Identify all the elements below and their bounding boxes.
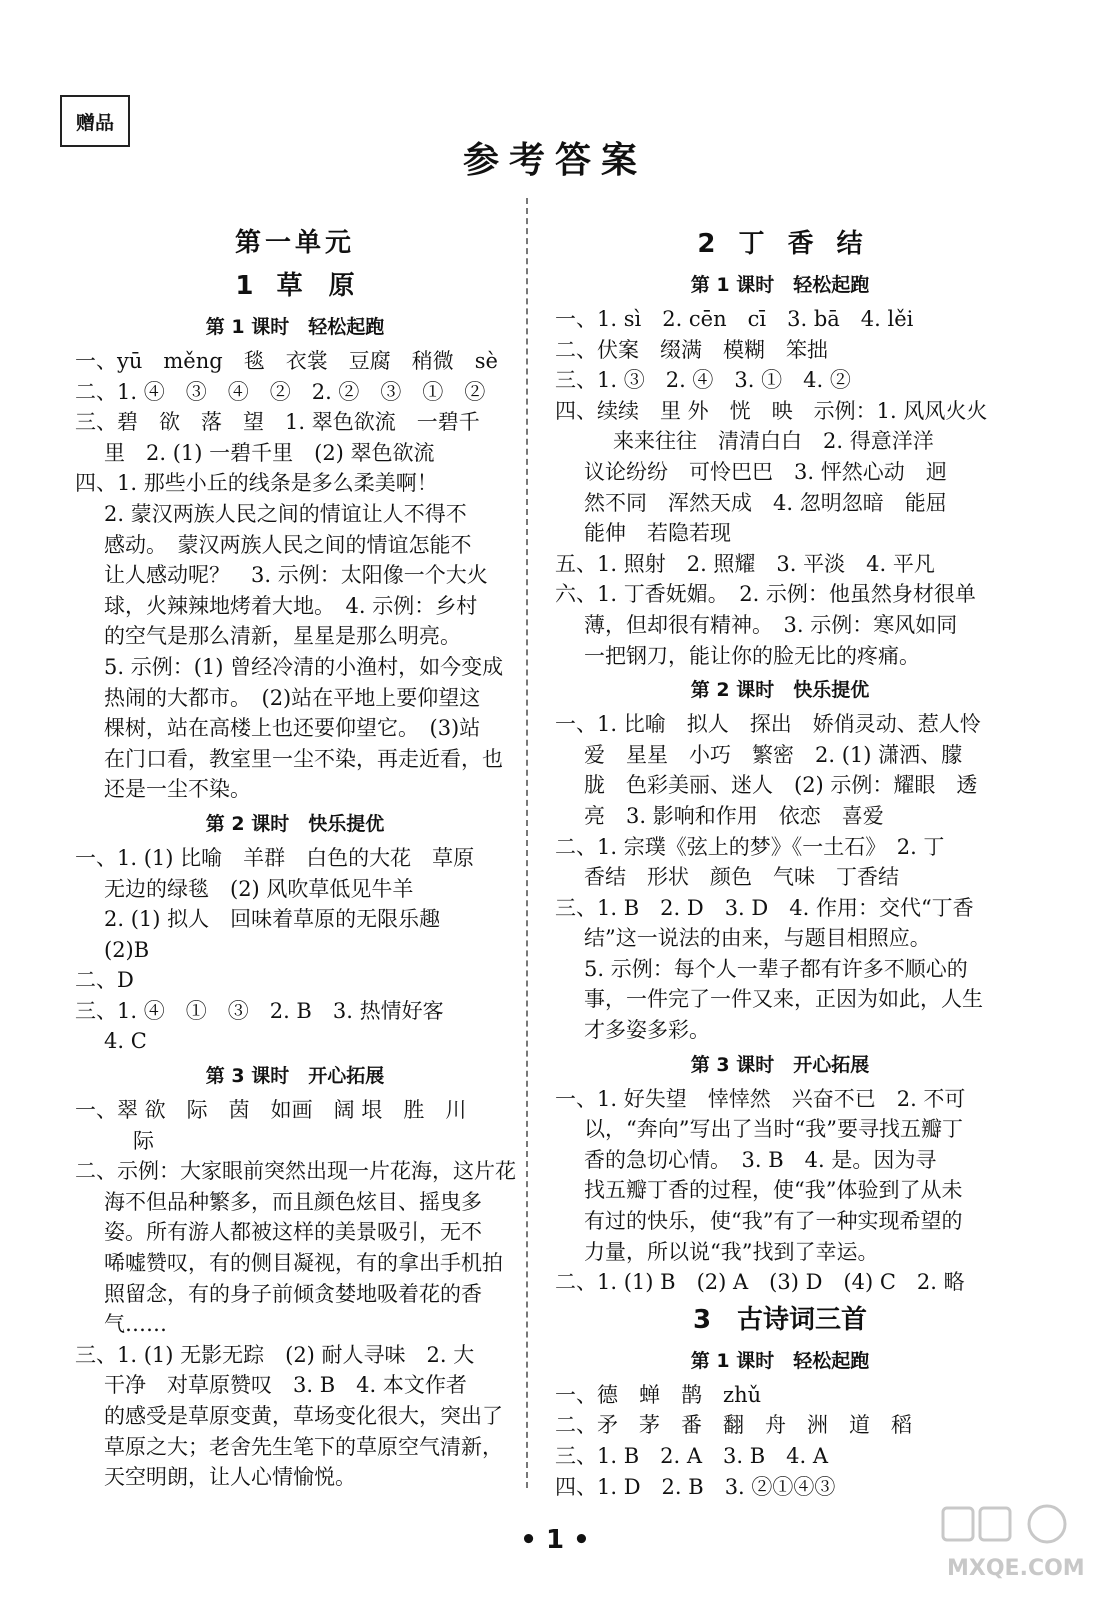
answer-line: 海不但品种繁多，而且颜色炫目、摇曳多	[104, 1189, 482, 1214]
lesson-heading: 1 草 原	[235, 271, 355, 301]
answer-line: 一、1. 好失望 悻悻然 兴奋不已 2. 不可	[555, 1086, 966, 1111]
answer-line: 4. C	[104, 1029, 147, 1054]
watermark-logo	[935, 1500, 1085, 1590]
answer-line: 三、1. B 2. D 3. D 4. 作用：交代“丁香	[555, 895, 974, 920]
unit-heading: 第一单元	[234, 228, 355, 258]
answer-line: 二、1. ④ ③ ④ ② 2. ② ③ ① ②	[75, 379, 486, 404]
period-heading: 第 1 课时 轻松起跑	[690, 274, 870, 296]
answer-line: 三、1. ④ ① ③ 2. B 3. 热情好客	[75, 998, 444, 1023]
period-heading: 第 2 课时 快乐提优	[690, 679, 870, 702]
page-title: 参考答案	[462, 140, 647, 181]
answer-line: 四、1. D 2. B 3. ②①④③	[555, 1474, 836, 1499]
answer-line: 结”这一说法的由来，与题目相照应。	[584, 926, 931, 951]
answer-line: 找五瓣丁香的过程，使“我”体验到了从未	[584, 1178, 963, 1203]
answer-line: 气……	[104, 1312, 167, 1337]
answer-line: 议论纷纷 可怜巴巴 3. 怦然心动 迥	[584, 459, 947, 484]
answer-line: 的感受是草原变黄，草场变化很大，突出了	[104, 1404, 503, 1428]
answer-line: 以，“奔向”写出了当时“我”要寻找五瓣丁	[584, 1117, 963, 1142]
answer-line: 二、伏案 缀满 模糊 笨拙	[555, 337, 828, 362]
answer-line: 还是一尘不染。	[104, 777, 251, 802]
gift-label: 赠品	[60, 95, 130, 147]
answer-line: 二、示例：大家眼前突然出现一片花海，这片花	[75, 1159, 516, 1184]
left-column	[75, 222, 515, 1493]
answer-line: 四、续续 里 外 恍 映 示例：1. 风风火火	[555, 398, 988, 423]
column-divider	[526, 198, 528, 1488]
answer-line: 能伸 若隐若现	[584, 521, 731, 546]
answer-line: 一把钢刀，能让你的脸无比的疼痛。	[584, 643, 920, 668]
answer-line: 四、1. 那些小丘的线条是多么柔美啊！	[75, 471, 438, 496]
answer-line: 感动。 蒙汉两族人民之间的情谊怎能不	[104, 532, 472, 557]
answer-line: 照留念，有的身子前倾贪婪地吸着花的香	[104, 1281, 482, 1306]
answer-line: 三、碧 欲 落 望 1. 翠色欲流 一碧千	[75, 410, 480, 435]
answer-line: 2. 蒙汉两族人民之间的情谊让人不得不	[104, 501, 467, 526]
answer-line: 六、1. 丁香妩媚。 2. 示例：他虽然身材很单	[555, 582, 976, 607]
answer-line: 天空明朗，让人心情愉悦。	[104, 1465, 356, 1490]
period-heading: 第 3 课时 开心拓展	[690, 1053, 870, 1076]
answer-line: 然不同 浑然天成 4. 忽明忽暗 能屈	[584, 490, 947, 515]
answer-line: 五、1. 照射 2. 照耀 3. 平淡 4. 平凡	[555, 551, 935, 576]
page-number: • 1 •	[520, 1525, 590, 1555]
answer-line: 一、yū měng 毯 衣裳 豆腐 稍微 sè	[75, 349, 498, 373]
lesson-heading: 3 古诗词三首	[692, 1304, 868, 1335]
answer-line: 热闹的大都市。 (2)站在平地上要仰望这	[104, 685, 481, 710]
answer-line: 来来往往 清清白白 2. 得意洋洋	[613, 429, 934, 454]
answer-line: 薄，但却很有精神。 3. 示例：寒风如同	[584, 612, 958, 637]
answer-line: 干净 对草原赞叹 3. B 4. 本文作者	[104, 1373, 467, 1398]
answer-line: (2)B	[104, 937, 150, 962]
answer-line: 5. 示例：每个人一辈子都有许多不顺心的	[584, 956, 968, 981]
answer-line: 力量，所以说“我”找到了幸运。	[584, 1239, 879, 1264]
answer-line: 草原之大；老舍先生笔下的草原空气清新，	[104, 1434, 503, 1459]
answer-line: 际	[133, 1128, 154, 1153]
answer-line: 一、翠 欲 际 茵 如画 阔 垠 胜 川	[75, 1098, 467, 1123]
answer-line: 2. (1) 拟人 回味着草原的无限乐趣	[104, 907, 441, 932]
answer-line: 棵树，站在高楼上也还要仰望它。 (3)站	[104, 716, 481, 741]
answer-line: 二、1. (1) B (2) A (3) D (4) C 2. 略	[555, 1270, 965, 1295]
right-column	[555, 222, 1005, 1502]
svg-text:MXQE.COM: MXQE.COM	[947, 1556, 1085, 1581]
answer-line: 香的急切心情。 3. B 4. 是。因为寻	[584, 1147, 937, 1172]
answer-line: 胧 色彩美丽、迷人 (2) 示例：耀眼 透	[584, 773, 978, 798]
period-heading: 第 1 课时 轻松起跑	[205, 316, 385, 338]
answer-line: 唏嘘赞叹，有的侧目凝视，有的拿出手机拍	[104, 1251, 503, 1276]
answer-line: 球，火辣辣地烤着大地。 4. 示例：乡村	[104, 593, 478, 618]
answer-line: 让人感动呢？ 3. 示例：太阳像一个大火	[104, 563, 488, 588]
answer-line: 爱 星星 小巧 繁密 2. (1) 潇洒、朦	[584, 742, 963, 767]
answer-line: 才多姿多彩。	[584, 1018, 710, 1043]
answer-line: 三、1. (1) 无影无踪 (2) 耐人寻味 2. 大	[75, 1342, 475, 1367]
period-heading: 第 3 课时 开心拓展	[205, 1065, 385, 1088]
answer-line: 的空气是那么清新，星星是那么明亮。	[104, 624, 461, 649]
period-heading: 第 1 课时 轻松起跑	[690, 1349, 870, 1372]
answer-line: 二、矛 茅 番 翻 舟 洲 道 稻	[555, 1413, 912, 1438]
answer-line: 有过的快乐，使“我”有了一种实现希望的	[584, 1209, 963, 1234]
answer-line: 一、1. 比喻 拟人 探出 娇俏灵动、惹人怜	[555, 712, 981, 737]
answer-line: 在门口看，教室里一尘不染，再走近看，也	[104, 746, 503, 771]
lesson-heading: 2 丁 香 结	[697, 229, 863, 259]
answer-line: 姿。所有游人都被这样的美景吸引，无不	[104, 1220, 482, 1245]
answer-line: 事，一件完了一件又来，正因为如此，人生	[584, 987, 983, 1012]
answer-line: 一、德 蝉 鹊 zhǔ	[555, 1382, 762, 1407]
answer-line: 无边的绿毯 (2) 风吹草低见牛羊	[104, 876, 414, 901]
answer-line: 二、D	[75, 968, 134, 993]
answer-line: 5. 示例：(1) 曾经冷清的小渔村，如今变成	[104, 654, 504, 679]
period-heading: 第 2 课时 快乐提优	[205, 812, 385, 835]
answer-line: 亮 3. 影响和作用 依恋 喜爱	[584, 803, 884, 828]
answer-line: 里 2. (1) 一碧千里 (2) 翠色欲流	[104, 440, 435, 465]
answer-line: 三、1. ③ 2. ④ 3. ① 4. ②	[555, 368, 851, 393]
answer-line: 一、1. (1) 比喻 羊群 白色的大花 草原	[75, 845, 475, 870]
answer-line: 二、1. 宗璞《弦上的梦》《一土石》 2. 丁	[555, 834, 945, 859]
answer-line: 一、1. sì 2. cēn cī 3. bā 4. lěi	[555, 307, 914, 331]
answer-line: 香结 形状 颜色 气味 丁香结	[584, 865, 899, 890]
answer-line: 三、1. B 2. A 3. B 4. A	[555, 1444, 829, 1468]
